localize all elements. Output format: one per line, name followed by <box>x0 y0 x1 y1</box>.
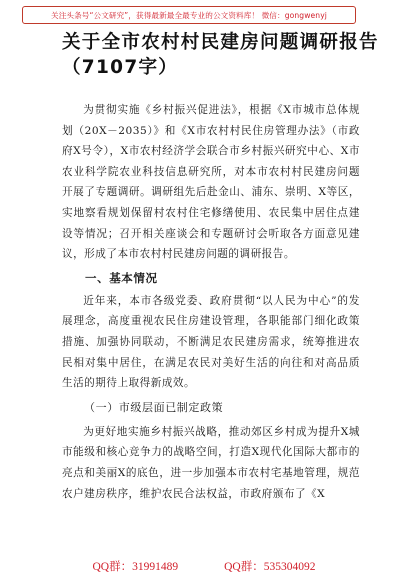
document-body <box>62 100 360 504</box>
section-paragraph: 近年来，本市各级党委、政府贯彻“以人民为中心”的发展理念，高度重视农民住房建设管理，各职能部门细化政策措施、加强协同联动，不断满足农民建房需求，统筹推进农民相对集中居住，在满足农民对美好生活的向往和对高品质生活的期待上取得新成效。 <box>62 294 360 390</box>
document-title <box>62 30 382 80</box>
subsection-paragraph: 为更好地实施乡村振兴战略，推动郊区乡村成为提升X城市能级和核心竞争力的战略空间，打造X现代化国际大都市的亮点和美丽X的底色，进一步加强本市农村宅基地管理，规范农户建房秩序，维护农民合法权益，市政府颁布了《X <box>62 425 360 500</box>
promo-banner <box>22 6 356 24</box>
promo-banner-text: 关注头条号“公文研究”，获得最新最全最专业的公文资料库！ 微信：gongwenyj <box>51 10 327 20</box>
subsection-heading-city-policy: （一）市级层面已制定政策 <box>84 400 224 414</box>
page-footer <box>0 558 408 576</box>
intro-paragraph: 为贯彻实施《乡村振兴促进法》，根据《X市城市总体规划（20X－2035）》和《X市农村村民住房管理办法》（市政府X号令），X市农村经济学会联合市乡村振兴研究中心、X市农业科学院农业科技信息研究所，对本市农村村民建房问题开展了专题调研。调研组先后赴金山、浦东、崇明、X等区，实地察看规划保留村农村住宅修缮使用、农民集中居住点建设等情况；召开相关座谈会和专题研讨会听取各方面意见建议，形成了本市农村村民建房问题的调研报告。 <box>62 104 360 261</box>
document-title-wordcount: （7107字） <box>62 57 179 78</box>
footer-qq-group-2: QQ群：535304092 <box>224 561 316 573</box>
section-heading-basic-situation: 一、基本情况 <box>85 270 158 285</box>
document-title-main: 关于全市农村村民建房问题调研报告 <box>62 32 379 53</box>
footer-qq-group-1: QQ群：31991489 <box>92 561 179 573</box>
